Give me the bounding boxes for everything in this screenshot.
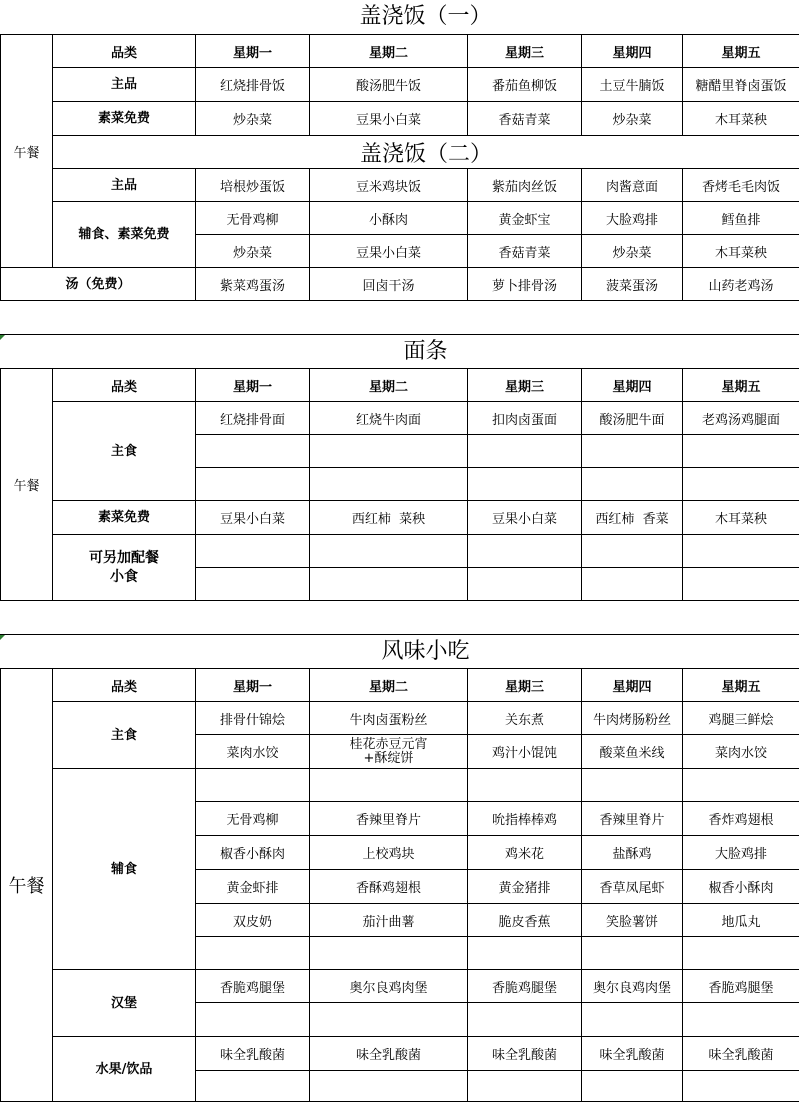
empty-cell [683,1003,799,1037]
menu-cell: 香炸鸡翅根 [683,802,799,836]
menu-cell: 培根炒蛋饭 [196,169,310,202]
empty-cell [196,1071,310,1102]
header-mon: 星期一 [196,369,310,402]
category-cell: 主食 [53,402,196,501]
empty-cell [683,1071,799,1102]
table-row [1,68,799,102]
table-row [1,102,799,136]
empty-cell [582,535,683,568]
menu-cell: 鸡腿三鲜烩 [683,702,799,735]
empty-cell [468,435,582,468]
category-cell: 辅食 [53,769,196,970]
menu-cell: 炒杂菜 [196,102,310,136]
menu-cell: 无骨鸡柳 [196,202,310,235]
menu-cell: 奥尔良鸡肉堡 [310,970,468,1003]
empty-cell [310,1003,468,1037]
menu-cell: 木耳菜秧 [683,501,799,535]
empty-cell [196,769,310,802]
empty-cell [310,937,468,970]
empty-cell [468,1003,582,1037]
table-row [1,501,799,535]
menu-cell: 排骨什锦烩 [196,702,310,735]
header-tue: 星期二 [310,369,468,402]
menu-cell: 木耳菜秧 [683,235,799,268]
menu-cell: 黄金猪排 [468,870,582,904]
menu-cell: 菠菜蛋汤 [582,268,683,301]
menu-cell: 酸菜鱼米线 [582,735,683,769]
header-thu: 星期四 [582,35,683,68]
table-row [1,970,799,1003]
category-cell: 主品 [53,169,196,202]
menu-cell: 香菇青菜 [468,235,582,268]
header-category: 品类 [53,35,196,68]
empty-cell [582,937,683,970]
table-row [1,268,799,301]
menu-cell: 老鸡汤鸡腿面 [683,402,799,435]
menu-cell: 大脸鸡排 [683,836,799,870]
menu-cell: 香辣里脊片 [310,802,468,836]
header-wed: 星期三 [468,369,582,402]
category-cell: 汉堡 [53,970,196,1037]
menu-cell: 西红柿 菜秧 [310,501,468,535]
menu-cell: 桂花赤豆元宵+酥绽饼 [310,735,468,769]
menu-cell: 味全乳酸菌 [468,1037,582,1071]
table-row [1,402,799,435]
menu-cell: 红烧排骨面 [196,402,310,435]
header-category: 品类 [53,669,196,702]
menu-cell: 香脆鸡腿堡 [468,970,582,1003]
empty-cell [582,1071,683,1102]
empty-cell [310,468,468,501]
table-row [1,769,799,802]
empty-cell [582,1003,683,1037]
noodles-table [0,368,799,601]
menu-cell: 上校鸡块 [310,836,468,870]
menu-cell: 关东煮 [468,702,582,735]
meal-label: 午餐 [1,669,53,1102]
empty-cell [196,435,310,468]
menu-cell: 鸡汁小馄饨 [468,735,582,769]
menu-cell: 豆米鸡块饭 [310,169,468,202]
meal-label: 午餐 [1,35,53,268]
menu-cell: 豆果小白菜 [196,501,310,535]
menu-cell: 椒香小酥肉 [683,870,799,904]
table-row [1,202,799,235]
menu-cell: 豆果小白菜 [468,501,582,535]
header-fri: 星期五 [683,369,799,402]
empty-cell [196,937,310,970]
table-row [1,35,799,68]
menu-cell: 地瓜丸 [683,904,799,937]
menu-cell: 香草凤尾虾 [582,870,683,904]
empty-cell [468,1071,582,1102]
menu-cell: 大脸鸡排 [582,202,683,235]
menu-cell: 红烧牛肉面 [310,402,468,435]
empty-cell [468,535,582,568]
menu-cell: 紫茄肉丝饭 [468,169,582,202]
table-row [1,535,799,568]
menu-cell: 无骨鸡柳 [196,802,310,836]
menu-cell: 番茄鱼柳饭 [468,68,582,102]
empty-cell [310,435,468,468]
empty-cell [683,568,799,601]
menu-cell: 香辣里脊片 [582,802,683,836]
menu-cell: 香脆鸡腿堡 [683,970,799,1003]
menu-cell: 奥尔良鸡肉堡 [582,970,683,1003]
header-wed: 星期三 [468,669,582,702]
category-cell: 主食 [53,702,196,769]
empty-cell [582,435,683,468]
empty-cell [310,535,468,568]
menu-cell: 西红柿 香菜 [582,501,683,535]
menu-cell: 鸡米花 [468,836,582,870]
menu-cell: 菜肉水饺 [196,735,310,769]
header-category: 品类 [53,369,196,402]
menu-cell: 山药老鸡汤 [683,268,799,301]
empty-cell [196,1003,310,1037]
menu-cell: 土豆牛腩饭 [582,68,683,102]
menu-cell: 菜肉水饺 [683,735,799,769]
menu-cell: 炒杂菜 [582,235,683,268]
menu-cell: 红烧排骨饭 [196,68,310,102]
menu-cell: 炒杂菜 [196,235,310,268]
category-cell: 素菜免费 [53,102,196,136]
menu-cell: 香烤毛毛肉饭 [683,169,799,202]
table-row [1,669,799,702]
empty-cell [468,769,582,802]
header-thu: 星期四 [582,369,683,402]
empty-cell [582,769,683,802]
menu-cell: 酸汤肥牛面 [582,402,683,435]
empty-cell [683,468,799,501]
empty-cell [683,435,799,468]
meal-label: 午餐 [1,369,53,601]
menu-cell: 香脆鸡腿堡 [196,970,310,1003]
empty-cell [683,937,799,970]
header-thu: 星期四 [582,669,683,702]
category-cell: 水果/饮品 [53,1037,196,1102]
menu-cell: 脆皮香蕉 [468,904,582,937]
menu-cell: 炒杂菜 [582,102,683,136]
header-fri: 星期五 [683,35,799,68]
menu-cell: 糖醋里脊卤蛋饭 [683,68,799,102]
header-fri: 星期五 [683,669,799,702]
menu-cell: 酸汤肥牛饭 [310,68,468,102]
header-mon: 星期一 [196,35,310,68]
snacks-table [0,668,799,1102]
empty-cell [310,1071,468,1102]
menu-cell: 味全乳酸菌 [310,1037,468,1071]
empty-cell [196,535,310,568]
menu-cell: 萝卜排骨汤 [468,268,582,301]
menu-cell: 扣肉卤蛋面 [468,402,582,435]
category-cell: 素菜免费 [53,501,196,535]
section-title-snacks: 风味小吃 [381,639,470,664]
empty-cell [310,769,468,802]
category-cell: 主品 [53,68,196,102]
gaijiaofan-table [0,34,799,268]
menu-cell: 小酥肉 [310,202,468,235]
menu-cell: 味全乳酸菌 [683,1037,799,1071]
menu-cell: 盐酥鸡 [582,836,683,870]
menu-cell: 牛肉烤肠粉丝 [582,702,683,735]
menu-cell: 木耳菜秧 [683,102,799,136]
empty-cell [468,937,582,970]
menu-cell: 椒香小酥肉 [196,836,310,870]
menu-cell: 肉酱意面 [582,169,683,202]
menu-cell: 笑脸薯饼 [582,904,683,937]
menu-cell: 香菇青菜 [468,102,582,136]
empty-cell [582,568,683,601]
menu-cell: 味全乳酸菌 [582,1037,683,1071]
empty-cell [468,568,582,601]
table-row [1,369,799,402]
table-row [1,169,799,202]
table-row [1,1037,799,1071]
category-cell: 可另加配餐小食 [53,535,196,601]
menu-cell: 豆果小白菜 [310,235,468,268]
menu-cell: 黄金虾宝 [468,202,582,235]
menu-cell: 回卤干汤 [310,268,468,301]
menu-cell: 香酥鸡翅根 [310,870,468,904]
section-title-gaijiaofan-1: 盖浇饭（一） [359,4,492,29]
section-title-noodles: 面条 [403,339,448,364]
menu-cell: 紫菜鸡蛋汤 [196,268,310,301]
empty-cell [683,535,799,568]
soup-category-cell: 汤（免费） [1,268,196,301]
table-row [1,136,799,169]
empty-cell [196,468,310,501]
menu-cell: 茄汁曲薯 [310,904,468,937]
section-title-gaijiaofan-2: 盖浇饭（二） [53,136,799,169]
menu-cell: 双皮奶 [196,904,310,937]
empty-cell [196,568,310,601]
header-wed: 星期三 [468,35,582,68]
empty-cell [683,769,799,802]
soup-table [0,267,799,301]
empty-cell [582,468,683,501]
header-mon: 星期一 [196,669,310,702]
empty-cell [468,468,582,501]
menu-cell: 豆果小白菜 [310,102,468,136]
menu-cell: 鳕鱼排 [683,202,799,235]
menu-cell: 吮指棒棒鸡 [468,802,582,836]
category-cell: 辅食、素菜免费 [53,202,196,268]
header-tue: 星期二 [310,35,468,68]
menu-cell: 味全乳酸菌 [196,1037,310,1071]
menu-cell: 牛肉卤蛋粉丝 [310,702,468,735]
empty-cell [310,568,468,601]
table-row [1,702,799,735]
menu-cell: 黄金虾排 [196,870,310,904]
header-tue: 星期二 [310,669,468,702]
